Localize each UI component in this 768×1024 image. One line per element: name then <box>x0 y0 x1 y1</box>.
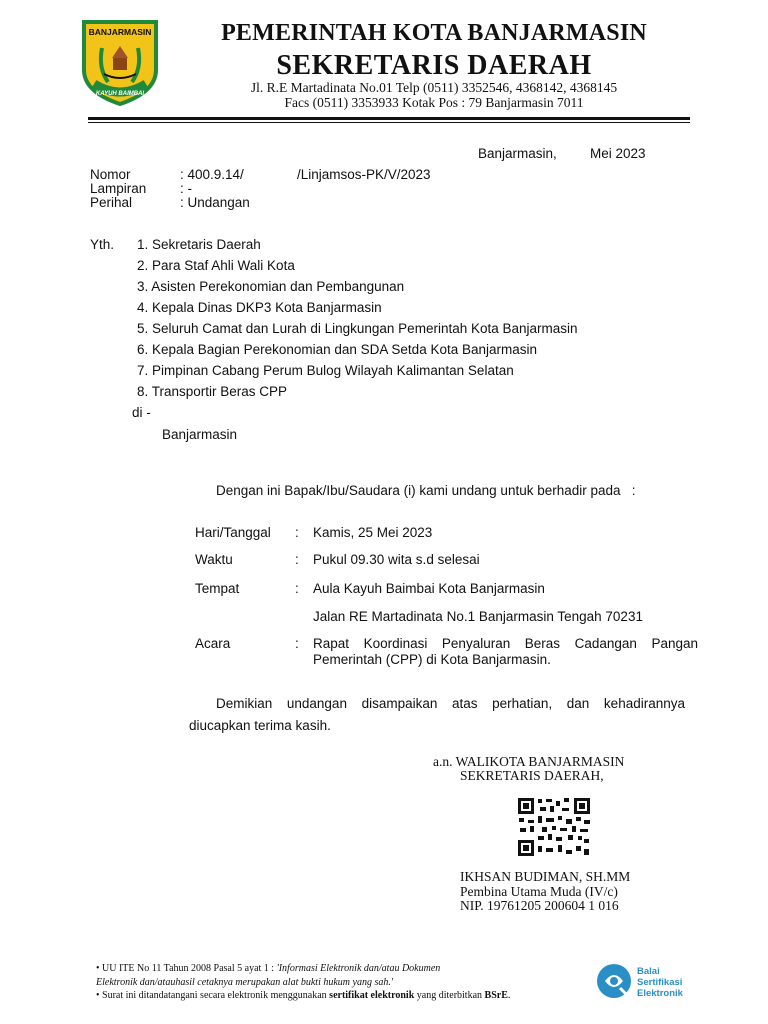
recipient-item: 2. Para Staf Ahli Wali Kota <box>137 258 295 273</box>
footer-esign-bsre: BSrE <box>484 990 508 1001</box>
detail-label-date: Hari/Tanggal <box>195 525 271 540</box>
closing-line-2: diucapkan terima kasih. <box>189 718 331 733</box>
footer-esign-b: yang diterbitkan <box>416 990 483 1001</box>
intro-text: Dengan ini Bapak/Ibu/Saudara (i) kami undang untuk berhadir pada : <box>216 483 636 498</box>
meta-label-nomor: Nomor <box>90 167 131 182</box>
signature-on-behalf: a.n. WALIKOTA BANJARMASIN <box>433 754 625 769</box>
footer-bullet-ite: • UU ITE No 11 Tahun 2008 Pasal 5 ayat 1 : 'Informasi Elektronik dan/atau Dokumen <box>96 963 441 974</box>
detail-colon: : <box>295 525 299 540</box>
address-line-1: Jl. R.E Martadinata No.01 Telp (0511) 3352546, 4368142, 4368145 <box>250 80 618 95</box>
government-title: PEMERINTAH KOTA BANJARMASIN <box>221 20 647 46</box>
signer-rank: Pembina Utama Muda (IV/c) <box>460 884 618 899</box>
detail-label-place: Tempat <box>195 581 240 596</box>
closing-line-1: Demikian undangan disampaikan atas perhatian, dan kehadirannya <box>216 696 685 711</box>
detail-value-event: Rapat Koordinasi Penyaluran Beras Cadangan Pangan <box>313 636 698 651</box>
detail-value-address: Jalan RE Martadinata No.1 Banjarmasin Tengah 70231 <box>313 609 643 624</box>
meta-label-lampiran: Lampiran <box>90 181 147 196</box>
detail-value-date: Kamis, 25 Mei 2023 <box>313 525 433 540</box>
recipient-item: 8. Transportir Beras CPP <box>137 384 288 399</box>
recipient-item: 5. Seluruh Camat dan Lurah di Lingkungan Pemerintah Kota Banjarmasin <box>137 321 578 336</box>
letter-date: Mei 2023 <box>590 146 646 161</box>
detail-value-event-cont: Pemerintah (CPP) di Kota Banjarmasin. <box>313 652 551 667</box>
detail-value-time: Pukul 09.30 wita s.d selesai <box>313 552 480 567</box>
recipient-item: 6. Kepala Bagian Perekonomian dan SDA Setda Kota Banjarmasin <box>137 342 538 357</box>
signer-nip: NIP. 19761205 200604 1 016 <box>460 898 619 913</box>
bsre-logo <box>596 961 706 1001</box>
footer-ite-quote-b: Elektronik dan/atauhasil cetaknya merupakan alat bukti hukum yang sah.' <box>96 976 393 988</box>
footer-ite-quote-a: 'Informasi Elektronik dan/atau Dokumen <box>276 963 441 974</box>
meta-value-perihal: : Undangan <box>180 195 250 210</box>
footer-esign-a: Surat ini ditandatangani secara elektronik menggunakan <box>102 990 327 1001</box>
detail-label-time: Waktu <box>195 552 233 567</box>
detail-label-event: Acara <box>195 636 231 651</box>
logo-text-top: BANJARMASIN <box>88 27 152 37</box>
bsre-text-3: Elektronik <box>637 988 683 999</box>
meta-label-perihal: Perihal <box>90 195 133 210</box>
bsre-text-2: Sertifikasi <box>637 977 683 988</box>
footer-bullet-ite-cont <box>96 976 596 990</box>
detail-value-place: Aula Kayuh Baimbai Kota Banjarmasin <box>313 581 545 596</box>
recipient-item: 4. Kepala Dinas DKP3 Kota Banjarmasin <box>137 300 382 315</box>
detail-colon: : <box>295 636 299 651</box>
yth-label: Yth. <box>90 237 115 252</box>
recipient-city: Banjarmasin <box>162 427 238 442</box>
meta-suffix-nomor: /Linjamsos-PK/V/2023 <box>297 167 431 182</box>
address-line-2: Facs (0511) 3353933 Kotak Pos : 79 Banjarmasin 7011 <box>284 95 584 110</box>
di-label: di - <box>132 405 151 420</box>
bsre-text-1: Balai <box>637 966 660 977</box>
header-rule-thin <box>88 122 690 123</box>
legal-footer <box>96 962 596 1003</box>
signer-name: IKHSAN BUDIMAN, SH.MM <box>460 869 631 884</box>
logo-text-bottom: KAYUH BAIMBAI <box>95 91 145 97</box>
letter-place: Banjarmasin, <box>478 146 557 161</box>
footer-ite-prefix: UU ITE No 11 Tahun 2008 Pasal 5 ayat 1 : <box>102 963 275 974</box>
signature-qr-code <box>516 796 592 858</box>
recipient-item: 1. Sekretaris Daerah <box>137 237 261 252</box>
detail-colon: : <box>295 552 299 567</box>
footer-esign-bold: sertifikat elektronik <box>329 990 415 1001</box>
recipient-item: 3. Asisten Perekonomian dan Pembangunan <box>137 279 405 294</box>
signature-title: SEKRETARIS DAERAH, <box>460 768 604 783</box>
recipient-item: 7. Pimpinan Cabang Perum Bulog Wilayah Kalimantan Selatan <box>137 363 514 378</box>
footer-bullet-esign: • Surat ini ditandatangani secara elektronik menggunakan sertifikat elektronik yang diterbitkan BSrE. <box>96 990 511 1001</box>
header-rule-thick <box>88 117 690 120</box>
detail-colon: : <box>295 581 299 596</box>
meta-value-nomor: : 400.9.14/ <box>180 167 244 182</box>
meta-value-lampiran: : - <box>180 181 192 196</box>
office-title: SEKRETARIS DAERAH <box>276 50 592 81</box>
